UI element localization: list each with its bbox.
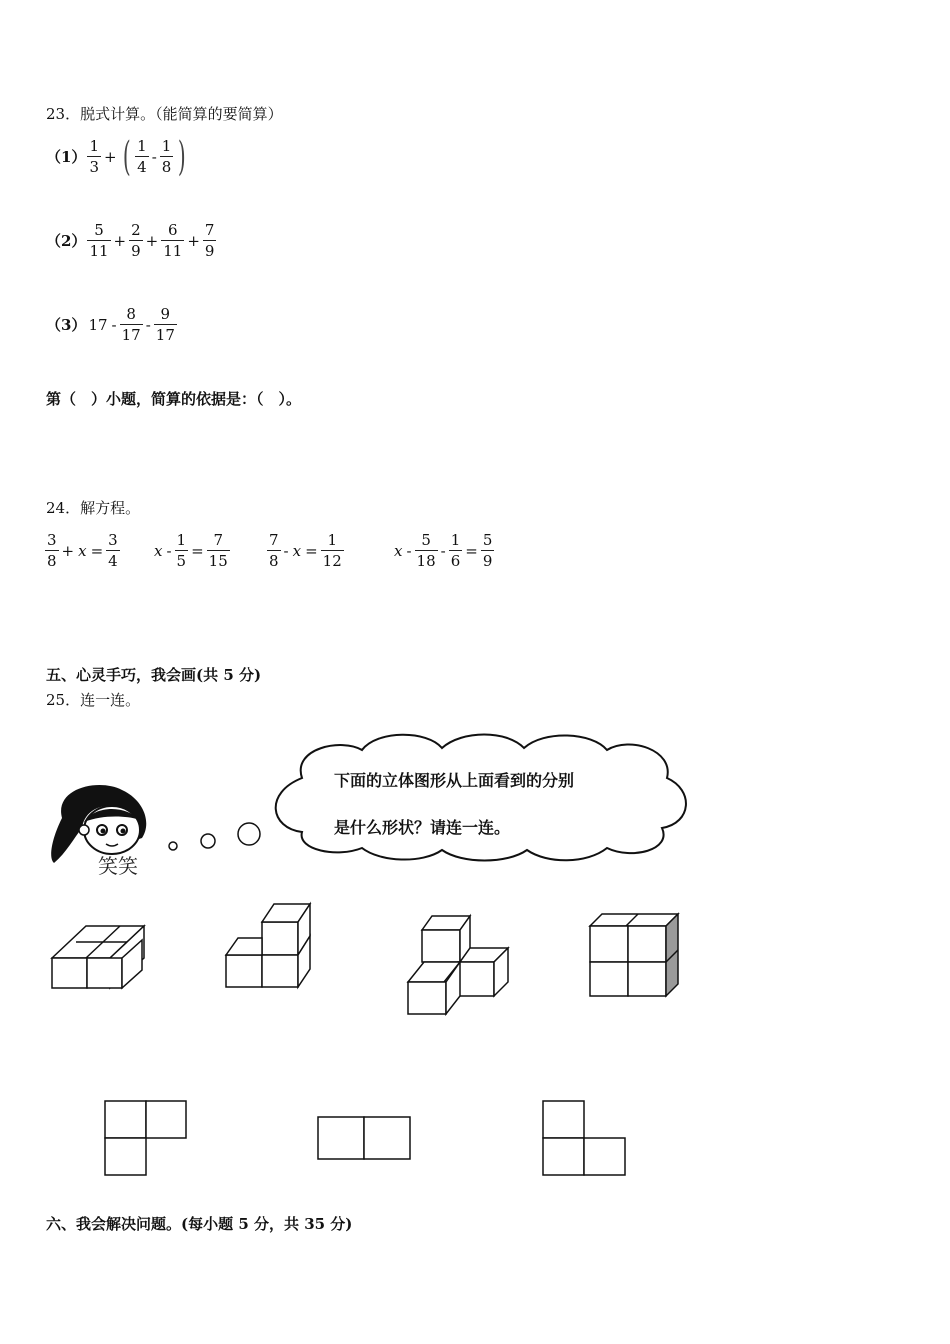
- minus-sign: -: [406, 541, 412, 560]
- top-view-l-shape-upper: [104, 1100, 188, 1178]
- section6-title: 六、我会解决问题。(每小题 5 分，共 35 分): [46, 1215, 353, 1233]
- section5-title: 五、心灵手巧，我会画(共 5 分): [46, 666, 262, 684]
- fraction: $\frac{5}{18}$: [416, 531, 436, 570]
- q23-part3: [46, 304, 178, 345]
- minus-sign: -: [151, 147, 157, 166]
- q23-p3-label: （3）: [46, 316, 87, 334]
- plus-sign: +: [145, 231, 159, 250]
- variable-x: x: [78, 541, 87, 560]
- fraction: $\frac{7}{8}$: [269, 531, 279, 570]
- q23-part1: [46, 133, 190, 180]
- fraction: $\frac{6}{11}$: [163, 221, 183, 260]
- equals-sign: =: [90, 541, 104, 560]
- fraction: $\frac{5}{9}$: [482, 531, 493, 570]
- fraction: $\frac{8}{17}$: [121, 305, 141, 344]
- q24-title: 24．解方程。: [46, 499, 141, 517]
- fraction: $\frac{1}{3}$: [89, 137, 99, 176]
- solid-figure-a: [46, 920, 156, 996]
- solid-figure-c: [404, 912, 514, 1018]
- equals-sign: =: [465, 541, 478, 560]
- fraction: $\frac{3}{4}$: [108, 531, 118, 570]
- equation-3: [266, 530, 345, 571]
- q23-note: 第（ ）小题，简算的依据是：（ ）。: [46, 390, 302, 408]
- plus-sign: +: [103, 147, 117, 166]
- plus-sign: +: [61, 541, 75, 560]
- top-view-two-squares: [316, 1115, 414, 1161]
- fraction: $\frac{1}{4}$: [137, 137, 147, 176]
- equation-1: [44, 530, 121, 571]
- q25-title: 25．连一连。: [46, 691, 141, 709]
- character-name: 笑笑: [98, 854, 138, 878]
- minus-sign: -: [145, 315, 151, 334]
- solid-figure-b: [222, 900, 318, 992]
- fraction: $\frac{2}{9}$: [131, 221, 141, 260]
- fraction: $\frac{9}{17}$: [155, 305, 175, 344]
- thought-bubbles: [165, 820, 265, 860]
- variable-x: x: [154, 541, 163, 560]
- minus-sign: -: [283, 541, 289, 560]
- fraction: $\frac{7}{15}$: [208, 531, 228, 570]
- top-view-l-shape-lower: [542, 1100, 628, 1178]
- fraction: $\frac{1}{12}$: [322, 531, 342, 570]
- q23-p2-label: （2）: [46, 232, 87, 250]
- q23-part2: [46, 220, 217, 261]
- equation-4: [392, 530, 495, 571]
- equals-sign: =: [191, 541, 204, 560]
- fraction: $\frac{5}{11}$: [89, 221, 109, 260]
- variable-x: x: [394, 541, 403, 560]
- plus-sign: +: [113, 231, 127, 250]
- left-paren: (: [122, 133, 131, 180]
- solid-figure-d: [586, 910, 682, 1000]
- plus-sign: +: [187, 231, 200, 250]
- fraction: $\frac{3}{8}$: [47, 531, 57, 570]
- fraction: $\frac{1}{5}$: [176, 531, 187, 570]
- fraction: $\frac{1}{6}$: [450, 531, 461, 570]
- equals-sign: =: [305, 541, 318, 560]
- equation-2: [152, 530, 231, 571]
- fraction: $\frac{7}{9}$: [204, 221, 215, 260]
- right-paren: ): [178, 133, 187, 180]
- speech-cloud: [262, 728, 694, 864]
- q23-p1-label: （1）: [46, 148, 87, 166]
- minus-sign: -: [440, 541, 446, 560]
- bubble-line-2: 是什么形状？请连一连。: [334, 818, 511, 837]
- bubble-line-1: 下面的立体图形从上面看到的分别: [334, 771, 575, 790]
- fraction: $\frac{1}{8}$: [161, 137, 172, 176]
- q23-title: 23．脱式计算。（能简算的要简算）: [46, 105, 283, 123]
- whole-number: 17: [88, 315, 108, 334]
- variable-x: x: [292, 541, 302, 560]
- minus-sign: -: [166, 541, 172, 560]
- minus-sign: -: [111, 315, 117, 334]
